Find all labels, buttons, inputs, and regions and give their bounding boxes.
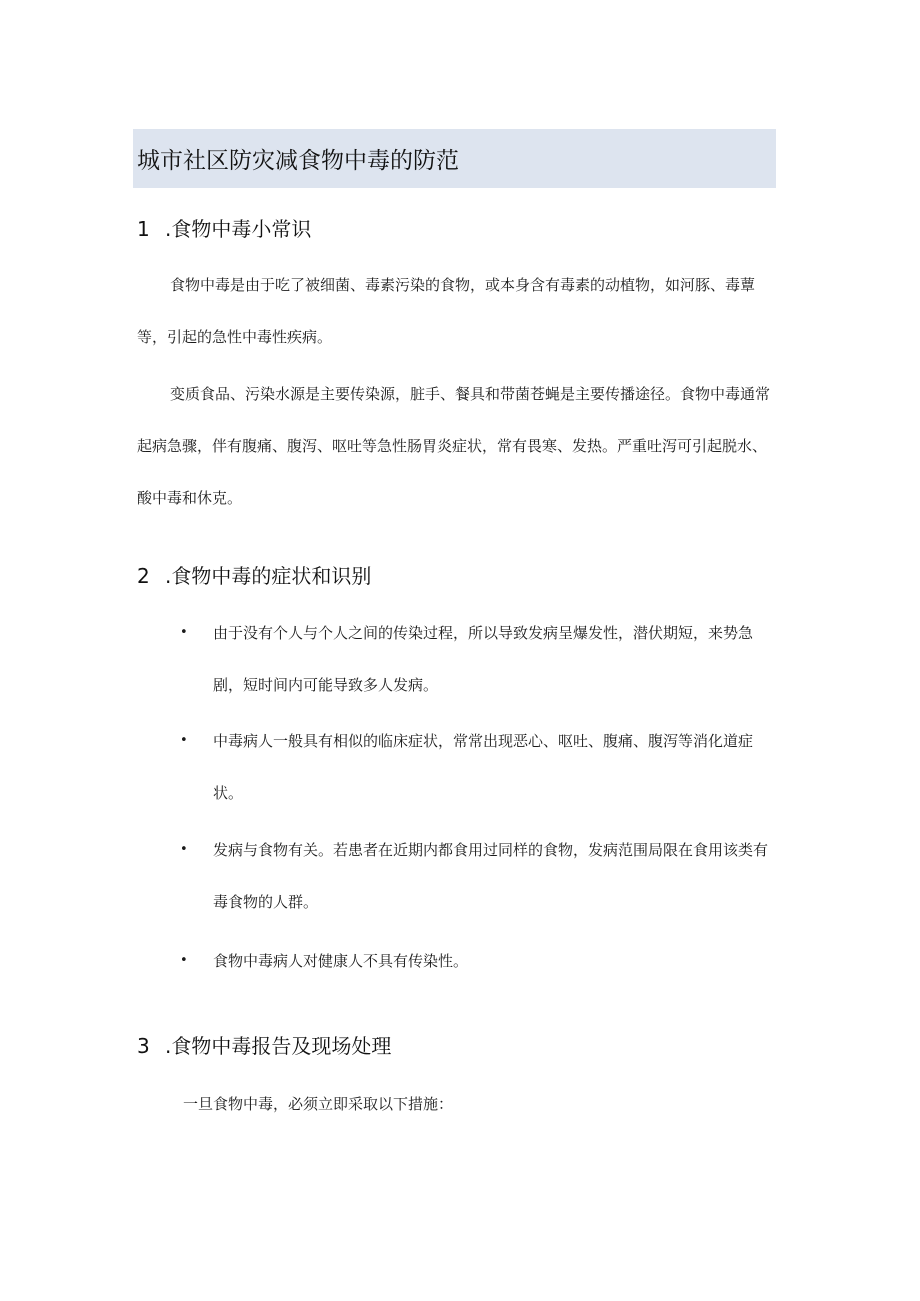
list-item	[180, 824, 774, 928]
list-item-text: 发病与食物有关。若患者在近期内都食用过同样的食物，发病范围局限在食用该类有毒食物的人群。	[213, 841, 769, 911]
paragraph: 一旦食物中毒，必须立即采取以下措施：	[183, 1095, 454, 1113]
section-heading-text: .食物中毒的症状和识别	[165, 564, 372, 588]
bullet-icon: •	[180, 842, 188, 857]
list-item-text: 由于没有个人与个人之间的传染过程，所以导致发病呈爆发性，潜伏期短，来势急剧，短时间内可能导致多人发病。	[213, 624, 754, 694]
title-banner	[133, 129, 776, 188]
list-item	[180, 607, 774, 711]
section-number: 3	[137, 1034, 150, 1058]
bullet-icon: •	[180, 733, 188, 748]
paragraph: 食物中毒是由于吃了被细菌、毒素污染的食物，或本身含有毒素的动植物，如河豚、毒蕈等，引起的急性中毒性疾病。	[137, 276, 756, 346]
list-item	[180, 935, 774, 987]
list-item-text: 中毒病人一般具有相似的临床症状，常常出现恶心、呕吐、腹痛、腹泻等消化道症状。	[213, 732, 754, 802]
bullet-icon: •	[180, 625, 188, 640]
list-item-text: 食物中毒病人对健康人不具有传染性。	[213, 952, 469, 970]
section-heading-text: .食物中毒小常识	[165, 217, 312, 241]
list-item	[180, 715, 774, 819]
bullet-icon: •	[180, 953, 188, 968]
section-3-heading	[137, 1030, 391, 1059]
section-2-heading	[137, 560, 371, 589]
section-number: 1	[137, 217, 150, 241]
page-title: 城市社区防灾减食物中毒的防范	[137, 148, 459, 174]
section-number: 2	[137, 564, 150, 588]
section-heading-text: .食物中毒报告及现场处理	[165, 1034, 392, 1058]
paragraph: 变质食品、污染水源是主要传染源，脏手、餐具和带菌苍蝇是主要传播途径。食物中毒通常起病急骤，伴有腹痛、腹泻、呕吐等急性肠胃炎症状，常有畏寒、发热。严重吐泻可引起脱水、酸中毒和休克。	[137, 385, 771, 507]
section-1-heading	[137, 213, 311, 242]
